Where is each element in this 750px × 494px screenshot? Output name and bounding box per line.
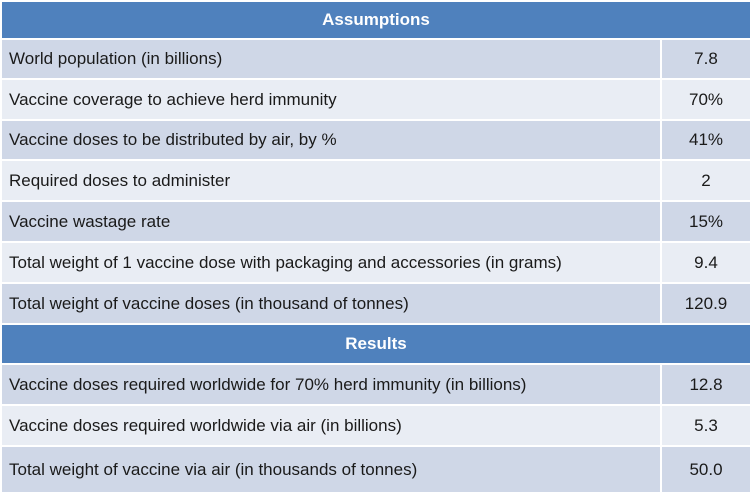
row-value: 15% (661, 201, 750, 242)
row-label: Total weight of vaccine doses (in thousand of tonnes) (1, 283, 661, 324)
assumptions-header-row (1, 1, 750, 39)
table-row (1, 405, 750, 446)
row-value: 70% (661, 79, 750, 120)
row-label: Vaccine doses required worldwide for 70% herd immunity (in billions) (1, 364, 661, 405)
table-row (1, 201, 750, 242)
row-label: Vaccine wastage rate (1, 201, 661, 242)
row-label: Vaccine coverage to achieve herd immunity (1, 79, 661, 120)
table-row (1, 120, 750, 160)
table-row (1, 79, 750, 120)
table-row (1, 283, 750, 324)
table-row (1, 446, 750, 493)
row-label: Total weight of vaccine via air (in thousands of tonnes) (1, 446, 661, 493)
table-row (1, 364, 750, 405)
table-row (1, 242, 750, 283)
assumptions-header: Assumptions (1, 1, 750, 39)
row-value: 2 (661, 160, 750, 201)
row-label: Total weight of 1 vaccine dose with packaging and accessories (in grams) (1, 242, 661, 283)
row-value: 12.8 (661, 364, 750, 405)
row-value: 120.9 (661, 283, 750, 324)
row-label: Vaccine doses to be distributed by air, by % (1, 120, 661, 160)
row-value: 41% (661, 120, 750, 160)
row-label: World population (in billions) (1, 39, 661, 79)
table-row (1, 160, 750, 201)
results-header-row (1, 324, 750, 364)
row-value: 50.0 (661, 446, 750, 493)
table-row (1, 39, 750, 79)
row-label: Vaccine doses required worldwide via air (in billions) (1, 405, 661, 446)
row-value: 5.3 (661, 405, 750, 446)
row-value: 7.8 (661, 39, 750, 79)
row-value: 9.4 (661, 242, 750, 283)
results-header: Results (1, 324, 750, 364)
row-label: Required doses to administer (1, 160, 661, 201)
